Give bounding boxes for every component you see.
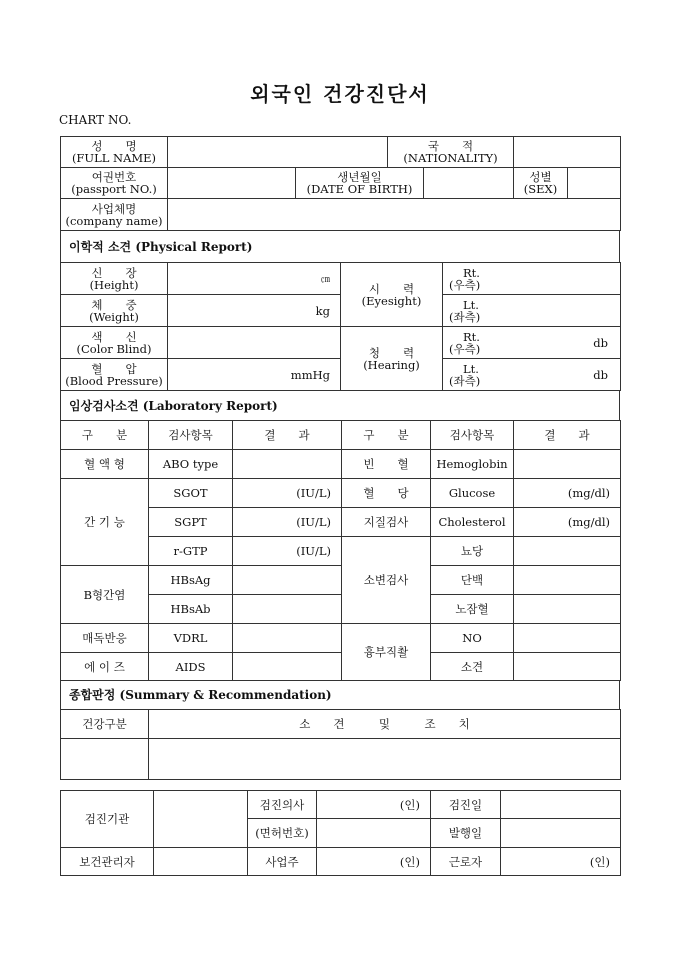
health-manager-label: 보건관리자 (61, 848, 154, 876)
health-class-field[interactable] (61, 739, 149, 780)
license-field[interactable] (317, 819, 431, 848)
lab-report-heading: 임상검사소견 (Laboratory Report) (61, 391, 620, 421)
urine-protein-result[interactable] (514, 566, 621, 595)
col-result: 결 과 (233, 421, 342, 450)
company-label: 사업체명 (company name) (61, 199, 168, 231)
urine-test-label: 소변검사 (342, 537, 431, 624)
sgpt-label: SGPT (149, 508, 233, 537)
issue-date-field[interactable] (501, 819, 621, 848)
hepatitis-b-label: B형간염 (61, 566, 149, 624)
physical-section-header (60, 230, 620, 263)
nationality-field[interactable] (514, 137, 621, 168)
exam-date-field[interactable] (501, 791, 621, 819)
urine-occult-blood-result[interactable] (514, 595, 621, 624)
chest-no-label: NO (431, 624, 514, 653)
urine-sugar-label: 뇨당 (431, 537, 514, 566)
sex-field[interactable] (568, 168, 621, 199)
dob-field[interactable] (424, 168, 514, 199)
license-label: (면허번호) (248, 819, 317, 848)
summary-table (60, 709, 621, 780)
passport-field[interactable] (168, 168, 296, 199)
lipid-test-label: 지질검사 (342, 508, 431, 537)
hbsag-result[interactable] (233, 566, 342, 595)
doctor-field[interactable]: (인) (317, 791, 431, 819)
dob-label: 생년월일 (DATE OF BIRTH) (296, 168, 424, 199)
worker-label: 근로자 (431, 848, 501, 876)
liver-function-label: 간 기 능 (61, 479, 149, 566)
lab-section-header (60, 390, 620, 421)
aids-result[interactable] (233, 653, 342, 681)
aids-category-label: 에 이 즈 (61, 653, 149, 681)
full-name-label: 성 명 (FULL NAME) (61, 137, 168, 168)
hearing-left-field[interactable]: Lt. (좌측) db (443, 359, 621, 391)
eyesight-label: 시 력 (Eyesight) (341, 263, 443, 327)
urine-sugar-result[interactable] (514, 537, 621, 566)
company-field[interactable] (168, 199, 621, 231)
doctor-label: 검진의사 (248, 791, 317, 819)
full-name-field[interactable] (168, 137, 388, 168)
opinion-field[interactable] (149, 739, 621, 780)
lab-table (60, 420, 621, 681)
height-label: 신 장 (Height) (61, 263, 168, 295)
chest-no-result[interactable] (514, 624, 621, 653)
height-field[interactable]: ㎝ (168, 263, 341, 295)
chest-finding-result[interactable] (514, 653, 621, 681)
sgot-label: SGOT (149, 479, 233, 508)
employer-label: 사업주 (248, 848, 317, 876)
rgtp-label: r-GTP (149, 537, 233, 566)
eyesight-left-field[interactable]: Lt. (좌측) (443, 295, 621, 327)
health-certificate-form (60, 136, 620, 780)
hearing-right-field[interactable]: Rt. (우측) db (443, 327, 621, 359)
issue-date-label: 발행일 (431, 819, 501, 848)
col-result: 결 과 (514, 421, 621, 450)
hemoglobin-label: Hemoglobin (431, 450, 514, 479)
summary-heading: 종합판정 (Summary & Recommendation) (61, 681, 620, 710)
exam-date-label: 검진일 (431, 791, 501, 819)
glucose-label: Glucose (431, 479, 514, 508)
signoff-section (60, 790, 620, 876)
document-title: 외국인 건강진단서 (250, 82, 430, 106)
weight-field[interactable]: kg (168, 295, 341, 327)
abo-result[interactable] (233, 450, 342, 479)
sgot-result[interactable]: (IU/L) (233, 479, 342, 508)
col-category: 구 분 (61, 421, 149, 450)
health-manager-field[interactable] (154, 848, 248, 876)
glucose-result[interactable]: (mg/dl) (514, 479, 621, 508)
col-test-item: 검사항목 (149, 421, 233, 450)
sgpt-result[interactable]: (IU/L) (233, 508, 342, 537)
urine-protein-label: 단백 (431, 566, 514, 595)
health-class-label: 건강구분 (61, 710, 149, 739)
physical-report-heading: 이학적 소견 (Physical Report) (61, 231, 620, 263)
blood-pressure-label: 혈 압 (Blood Pressure) (61, 359, 168, 391)
vdrl-label: VDRL (149, 624, 233, 653)
chart-no-label: CHART NO. (59, 113, 132, 127)
summary-section-header (60, 680, 620, 710)
col-test-item: 검사항목 (431, 421, 514, 450)
aids-label: AIDS (149, 653, 233, 681)
nationality-label: 국 적 (NATIONALITY) (388, 137, 514, 168)
passport-label: 여권번호 (passport NO.) (61, 168, 168, 199)
cholesterol-label: Cholesterol (431, 508, 514, 537)
worker-field[interactable]: (인) (501, 848, 621, 876)
blood-pressure-field[interactable]: mmHg (168, 359, 341, 391)
hemoglobin-result[interactable] (514, 450, 621, 479)
chest-xray-label: 흉부직촬 (342, 624, 431, 681)
color-blind-field[interactable] (168, 327, 341, 359)
weight-label: 체 중 (Weight) (61, 295, 168, 327)
signoff-table (60, 790, 621, 876)
hbsab-result[interactable] (233, 595, 342, 624)
blood-type-label: 혈 액 형 (61, 450, 149, 479)
syphilis-label: 매독반응 (61, 624, 149, 653)
urine-occult-blood-label: 노잠혈 (431, 595, 514, 624)
hearing-label: 청 력 (Hearing) (341, 327, 443, 391)
cholesterol-result[interactable]: (mg/dl) (514, 508, 621, 537)
chest-finding-label: 소견 (431, 653, 514, 681)
physical-table (60, 262, 621, 391)
color-blind-label: 색 신 (Color Blind) (61, 327, 168, 359)
eyesight-right-field[interactable]: Rt. (우측) (443, 263, 621, 295)
institution-field[interactable] (154, 791, 248, 848)
blood-sugar-label: 혈 당 (342, 479, 431, 508)
hbsag-label: HBsAg (149, 566, 233, 595)
institution-label: 검진기관 (61, 791, 154, 848)
rgtp-result[interactable]: (IU/L) (233, 537, 342, 566)
abo-type-label: ABO type (149, 450, 233, 479)
sex-label: 성별 (SEX) (514, 168, 568, 199)
employer-field[interactable]: (인) (317, 848, 431, 876)
col-category: 구 분 (342, 421, 431, 450)
vdrl-result[interactable] (233, 624, 342, 653)
hbsab-label: HBsAb (149, 595, 233, 624)
opinion-label: 소 견 및 조 치 (149, 710, 621, 739)
anemia-label: 빈 혈 (342, 450, 431, 479)
personal-info-table (60, 136, 621, 231)
